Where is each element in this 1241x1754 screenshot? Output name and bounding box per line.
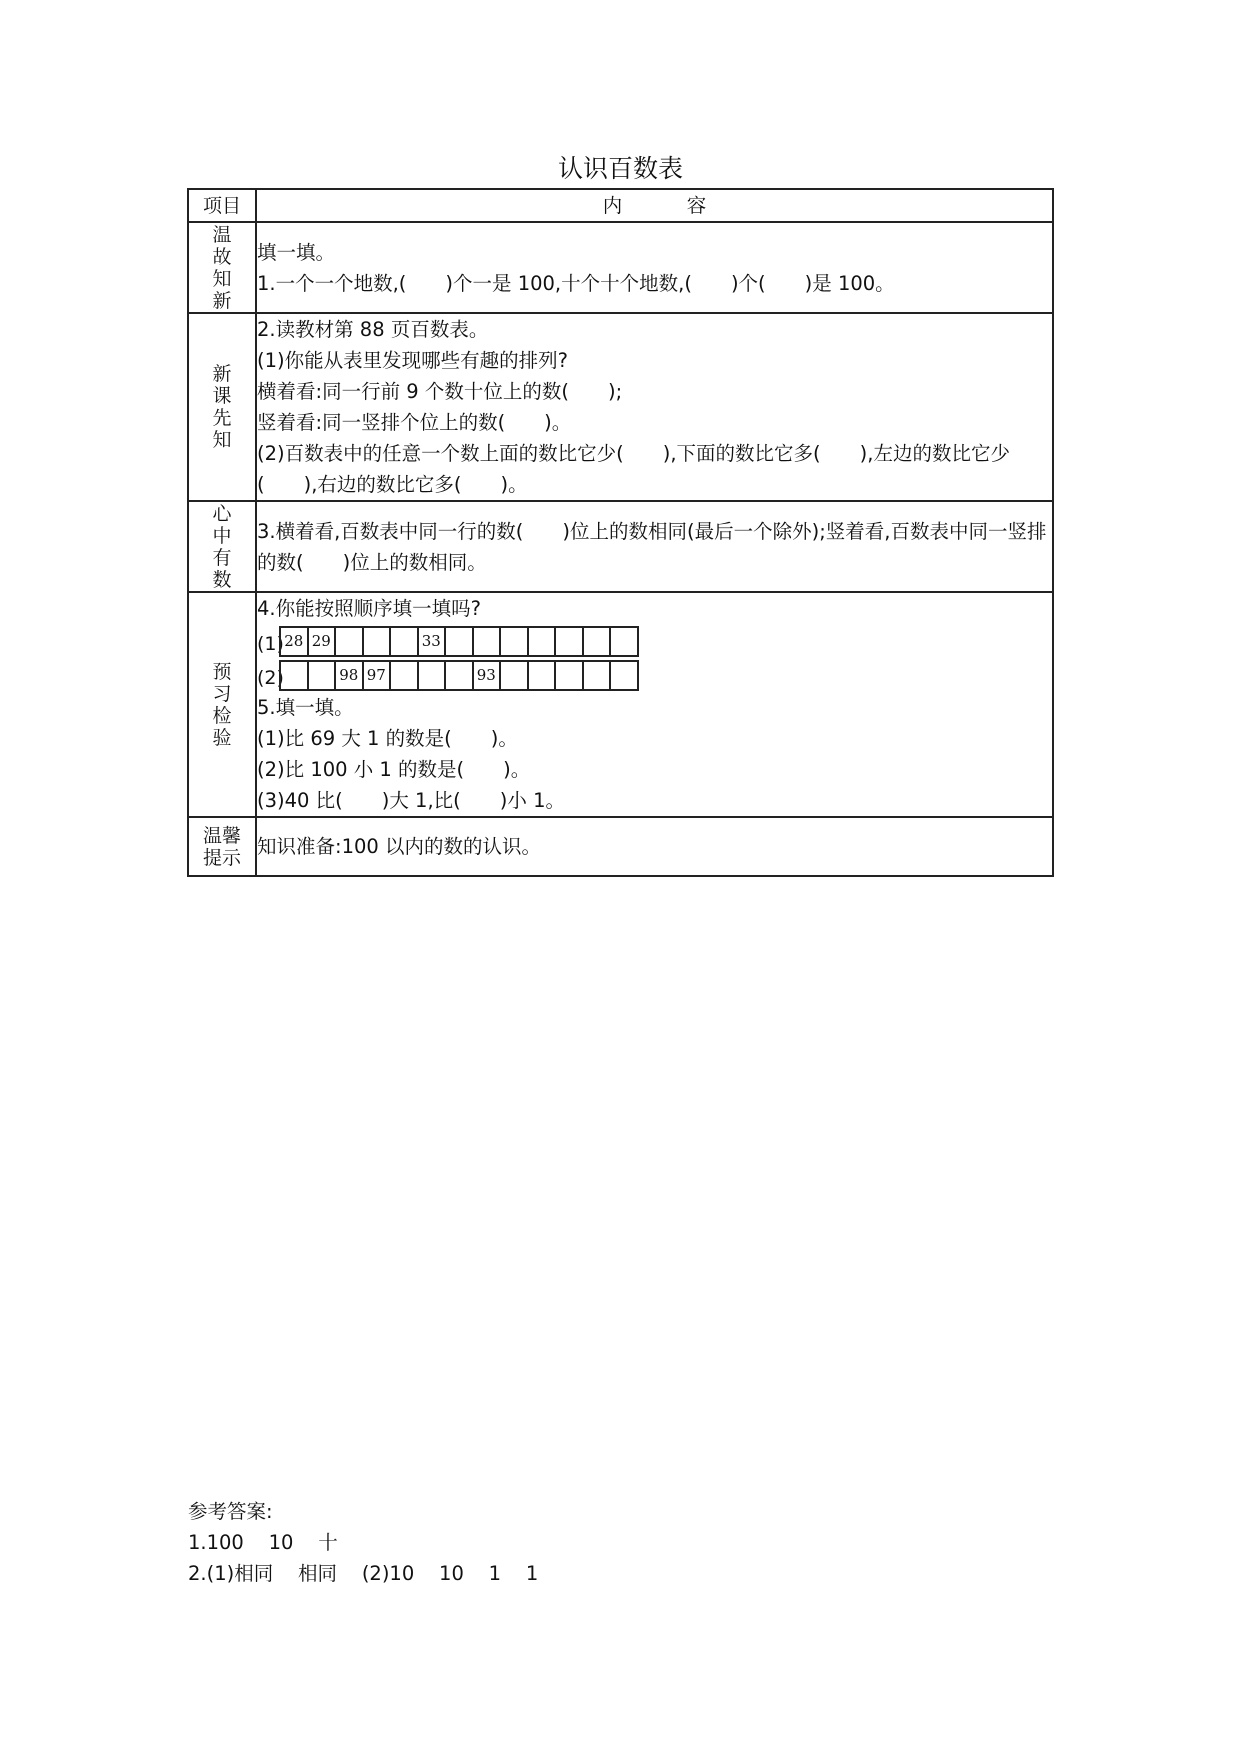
sequence-label: (1) (257, 632, 284, 655)
number-box[interactable] (364, 626, 392, 657)
question-2-1-vertical: 竖着看:同一竖排个位上的数( )。 (257, 411, 572, 434)
number-box[interactable]: 97 (364, 660, 392, 691)
section-content (256, 592, 1053, 817)
question-2-1-horizontal: 横着看:同一行前 9 个数十位上的数( ); (257, 380, 623, 403)
page-title: 认识百数表 (557, 154, 683, 183)
sequence-row-1 (257, 624, 1052, 658)
section-content (256, 313, 1053, 501)
header-item-cell (188, 189, 256, 222)
number-box[interactable] (584, 626, 612, 657)
number-box[interactable]: 29 (309, 626, 337, 657)
question-2: 2.读教材第 88 页百数表。 (257, 318, 489, 341)
number-box[interactable]: 93 (474, 660, 502, 691)
number-box[interactable] (611, 660, 639, 691)
question-1: 1.一个一个地数,( )个一是 100,十个十个地数,( )个( )是 100。 (257, 271, 895, 295)
tip-text: 知识准备:100 以内的数的认识。 (257, 835, 541, 858)
number-box[interactable] (309, 660, 337, 691)
question-3: 3.横着看,百数表中同一行的数( )位上的数相同(最后一个除外);竖着看,百数表中同一竖排的数( )位上的数相同。 (257, 519, 1047, 574)
section-label: 新 课 先 知 (188, 313, 256, 501)
section-label: 温 故 知 新 (188, 222, 256, 313)
question-5: 5.填一填。 (257, 696, 354, 719)
worksheet-table (187, 188, 1054, 877)
instruction-text: 填一填。 (257, 240, 336, 264)
number-box[interactable]: 33 (419, 626, 447, 657)
number-box[interactable] (419, 660, 447, 691)
number-box[interactable] (529, 626, 557, 657)
number-box[interactable] (446, 660, 474, 691)
header-content-label-a: 内 (602, 194, 623, 217)
section-label: 温馨 提示 (188, 817, 256, 876)
question-5-1: (1)比 69 大 1 的数是( )。 (257, 727, 518, 750)
number-box[interactable] (556, 660, 584, 691)
number-box[interactable] (474, 626, 502, 657)
number-box[interactable] (446, 626, 474, 657)
number-box[interactable] (281, 660, 309, 691)
sequence-label: (2) (257, 666, 284, 689)
section-review (188, 222, 1053, 313)
section-content (256, 817, 1053, 876)
section-summary (188, 501, 1053, 592)
number-box[interactable]: 98 (336, 660, 364, 691)
sequence-boxes (279, 626, 639, 657)
section-content (256, 501, 1053, 592)
number-box[interactable] (391, 660, 419, 691)
number-box[interactable] (556, 626, 584, 657)
question-2-1: (1)你能从表里发现哪些有趣的排列? (257, 349, 568, 372)
answer-line-2: 2.(1)相同 相同 (2)10 10 1 1 (188, 1562, 539, 1585)
answer-key (188, 1496, 538, 1589)
answer-heading: 参考答案: (188, 1500, 273, 1523)
answer-line-1: 1.100 10 十 (188, 1531, 338, 1554)
section-tips (188, 817, 1053, 876)
number-box[interactable] (501, 660, 529, 691)
number-box[interactable] (336, 626, 364, 657)
number-box[interactable] (611, 626, 639, 657)
number-box[interactable] (391, 626, 419, 657)
sequence-boxes (279, 660, 639, 691)
section-new-lesson (188, 313, 1053, 501)
section-label: 预 习 检 验 (188, 592, 256, 817)
header-content-label-b: 容 (686, 194, 707, 217)
number-box[interactable] (529, 660, 557, 691)
section-content (256, 222, 1053, 313)
sequence-row-2 (257, 658, 1052, 692)
number-box[interactable] (584, 660, 612, 691)
question-4: 4.你能按照顺序填一填吗? (257, 597, 481, 620)
number-box[interactable] (501, 626, 529, 657)
question-5-2: (2)比 100 小 1 的数是( )。 (257, 758, 531, 781)
section-preview-check (188, 592, 1053, 817)
number-box[interactable]: 28 (281, 626, 309, 657)
question-5-3: (3)40 比( )大 1,比( )小 1。 (257, 789, 565, 812)
header-row (188, 189, 1053, 222)
header-item-label: 项目 (202, 194, 241, 217)
header-content-cell (256, 189, 1053, 222)
section-label: 心 中 有 数 (188, 501, 256, 592)
question-2-2: (2)百数表中的任意一个数上面的数比它少( ),下面的数比它多( ),左边的数比它少( ),右边的数比它多( )。 (257, 442, 1010, 496)
